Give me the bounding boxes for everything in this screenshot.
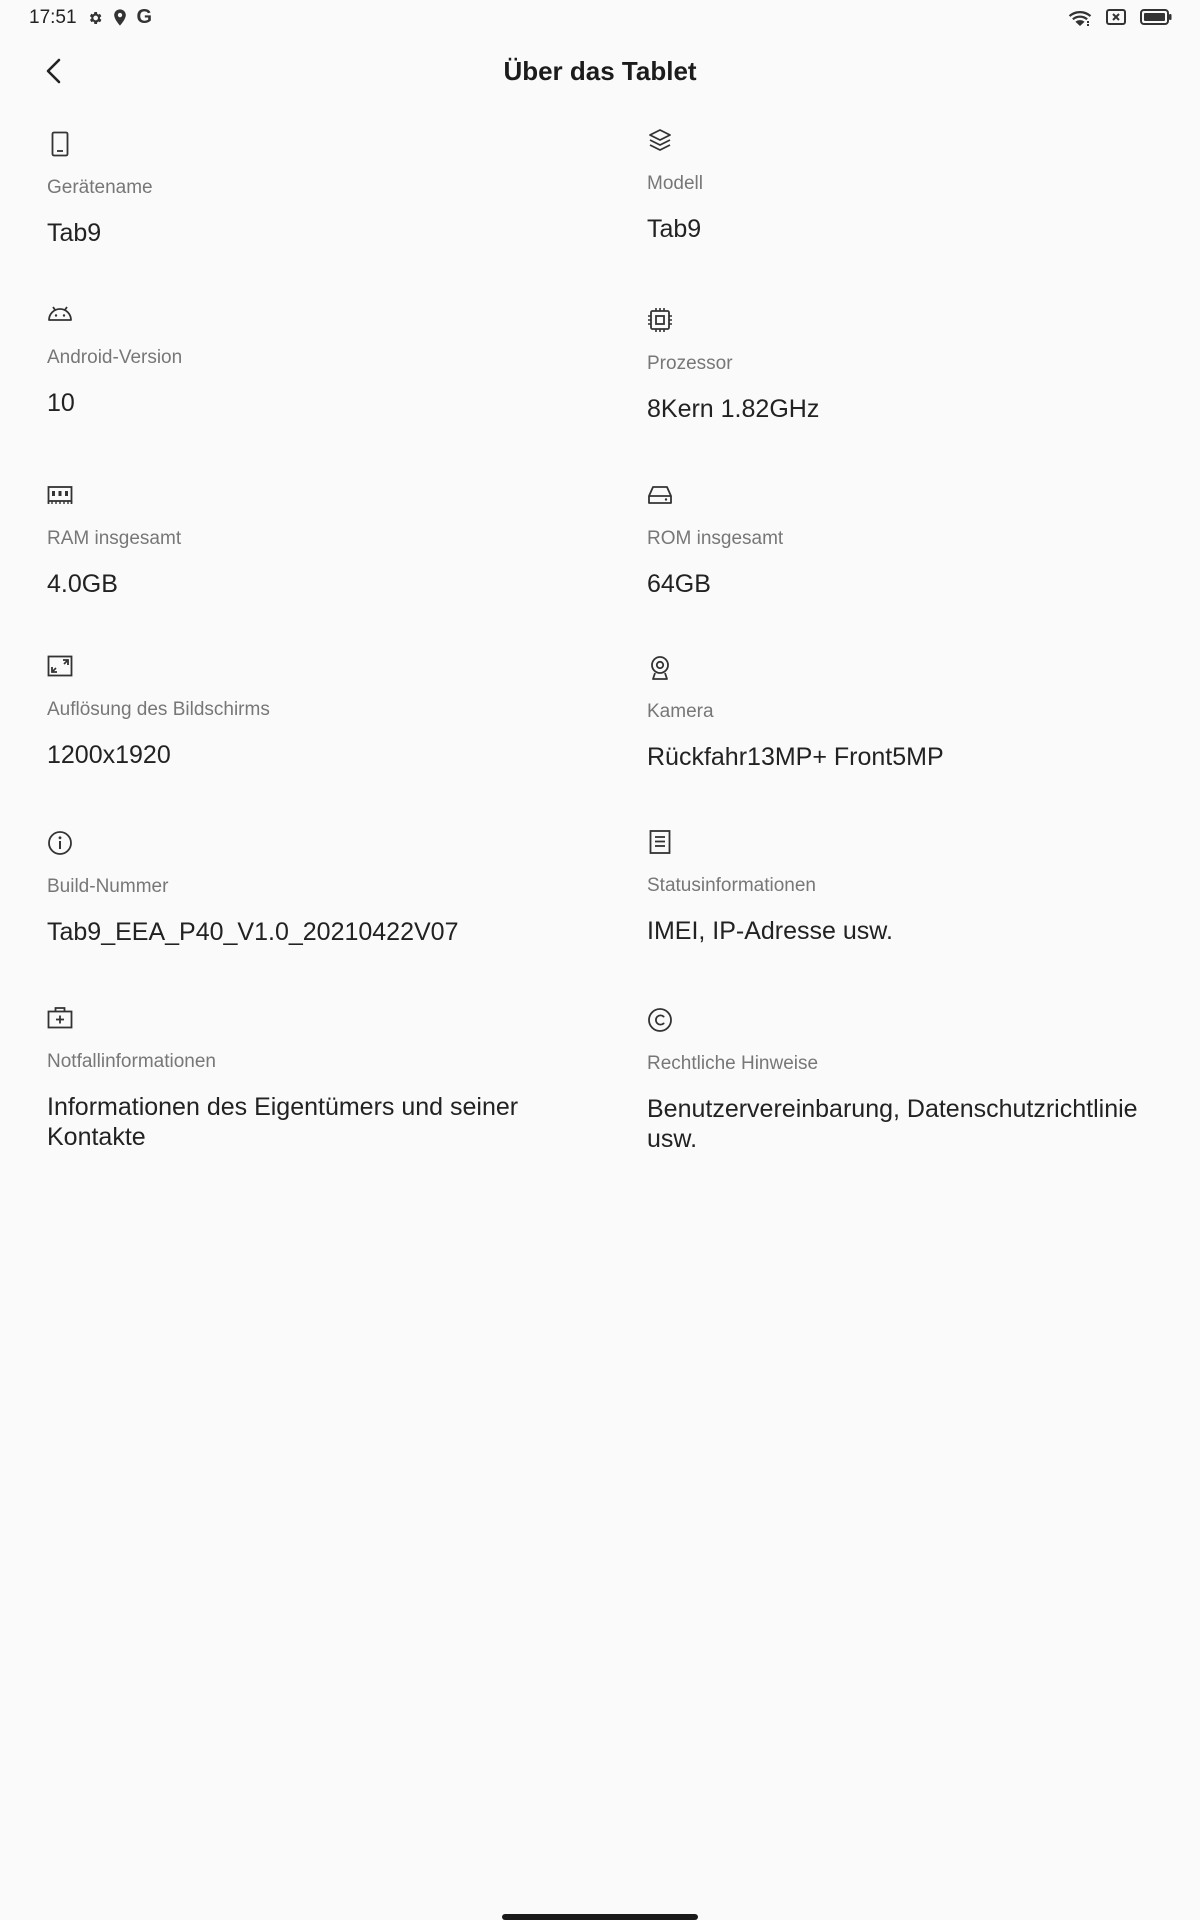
item-value: Rückfahr13MP+ Front5MP (647, 743, 944, 771)
layers-icon (647, 127, 673, 153)
status-bar (0, 0, 1200, 38)
wifi-icon (1068, 8, 1092, 26)
home-indicator[interactable] (502, 1914, 698, 1920)
item-label: Prozessor (647, 353, 733, 374)
status-bar-right (1068, 8, 1172, 26)
item-value: Tab9_EEA_P40_V1.0_20210422V07 (47, 918, 459, 946)
item-value: Tab9 (47, 219, 102, 247)
item-value: 64GB (647, 570, 711, 598)
info-item-ram[interactable] (47, 482, 567, 599)
gear-icon (87, 10, 103, 26)
info-item-rom[interactable] (647, 482, 1167, 599)
item-label: Build-Nummer (47, 876, 169, 897)
item-label: ROM insgesamt (647, 528, 784, 549)
document-icon (647, 829, 673, 855)
item-label: Gerätename (47, 177, 153, 198)
item-value: 8Kern 1.82GHz (647, 395, 820, 423)
info-item-camera[interactable] (647, 655, 1167, 772)
info-item-build-number[interactable] (47, 830, 567, 947)
item-value: Benutzervereinbarung, Datenschutzrichtlinie usw. (647, 1095, 1138, 1153)
item-label: Statusinformationen (647, 875, 816, 896)
chip-icon (647, 307, 673, 333)
info-item-android-version[interactable] (47, 301, 567, 418)
item-label: Auflösung des Bildschirms (47, 699, 270, 720)
item-value: Informationen des Eigentümers und seiner Kontakte (47, 1093, 519, 1151)
status-bar-left (29, 6, 152, 29)
info-item-emergency-info[interactable] (47, 1005, 567, 1152)
sim-absent-icon (1106, 9, 1126, 25)
info-item-status-info[interactable] (647, 829, 1167, 946)
item-value: 4.0GB (47, 570, 118, 598)
page-title: Über das Tablet (503, 56, 697, 86)
item-label: Kamera (647, 701, 714, 722)
android-icon (47, 301, 73, 327)
copyright-icon (647, 1007, 673, 1033)
status-time: 17:51 (29, 6, 77, 28)
storage-icon (647, 482, 673, 508)
camera-icon (647, 655, 673, 681)
info-item-processor[interactable] (647, 307, 1167, 424)
item-label: Modell (647, 173, 703, 194)
info-icon (47, 830, 73, 856)
battery-icon (1140, 9, 1172, 25)
item-label: RAM insgesamt (47, 528, 182, 549)
google-g-icon: G (136, 6, 153, 28)
tablet-icon (47, 131, 73, 157)
item-value: Tab9 (647, 215, 702, 243)
info-item-resolution[interactable] (47, 653, 567, 770)
item-label: Rechtliche Hinweise (647, 1053, 819, 1074)
location-pin-icon (113, 9, 127, 26)
first-aid-icon (47, 1005, 73, 1031)
item-label: Android-Version (47, 347, 183, 368)
info-item-device-name[interactable] (47, 131, 567, 248)
toolbar (0, 38, 1200, 108)
item-value: 10 (47, 389, 75, 417)
memory-icon (47, 482, 73, 508)
item-value: 1200x1920 (47, 741, 171, 769)
info-item-legal[interactable] (647, 1007, 1167, 1154)
screen-resolution-icon (47, 653, 73, 679)
info-item-model[interactable] (647, 127, 1167, 244)
item-value: IMEI, IP-Adresse usw. (647, 917, 893, 945)
item-label: Notfallinformationen (47, 1051, 216, 1072)
